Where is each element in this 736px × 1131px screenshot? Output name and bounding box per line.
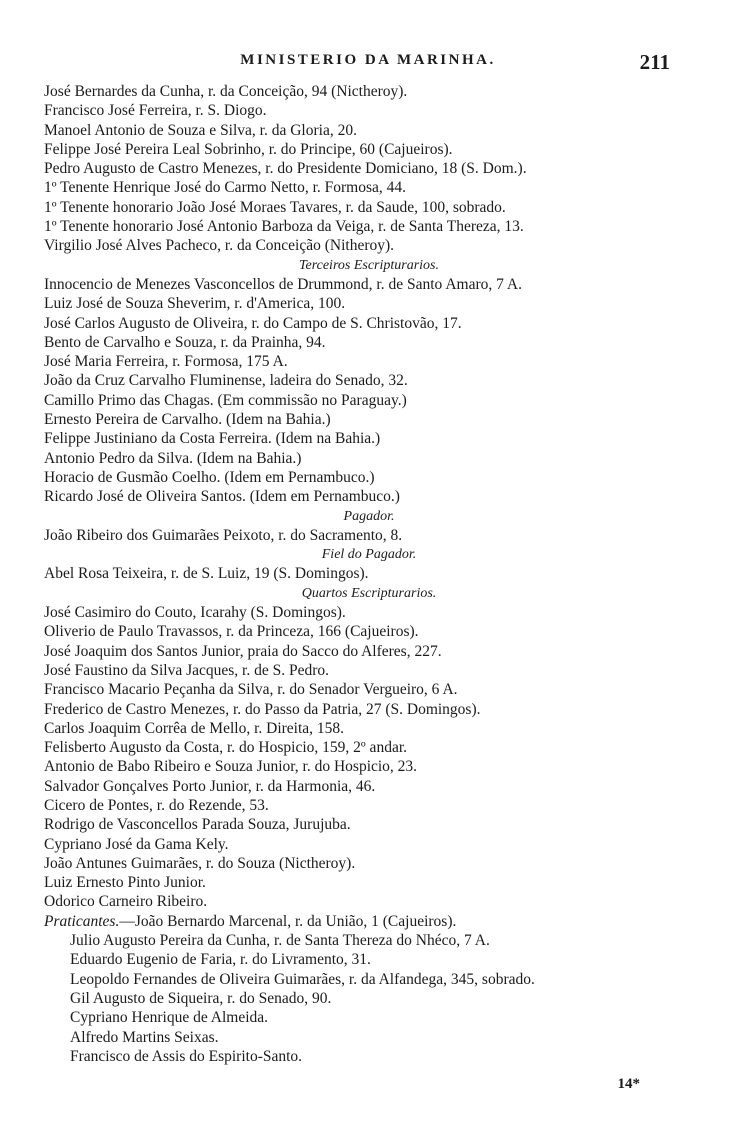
praticantes-first-entry: —João Bernardo Marcenal, r. da União, 1 (Cajueiros). [119,912,457,930]
entry-line: José Casimiro do Couto, Icarahy (S. Domingos). [44,604,346,622]
page-header [0,50,736,80]
entry-line: Francisco José Ferreira, r. S. Diogo. [44,102,267,120]
entry-line: Cicero de Pontes, r. do Rezende, 53. [44,796,269,814]
entry-line: João da Cruz Carvalho Fluminense, ladeira do Senado, 32. [44,372,408,390]
entry-line: Felisberto Augusto da Costa, r. do Hospicio, 159, 2º andar. [44,739,408,757]
entry-line: 1º Tenente Henrique José do Carmo Netto, r. Formosa, 44. [44,179,407,197]
section-heading-quartos: Quartos Escripturarios. [301,585,437,601]
praticantes-first-line [44,912,694,931]
entry-line: Odorico Carneiro Ribeiro. [44,893,208,911]
entry-line: Leopoldo Fernandes de Oliveira Guimarães, r. da Alfandega, 345, sobrado. [70,970,535,988]
entry-line: José Bernardes da Cunha, r. da Conceição, 94 (Nictheroy). [44,83,408,100]
entry-line: Virgilio José Alves Pacheco, r. da Conceição (Nitheroy). [44,237,395,255]
page-number: 211 [639,50,670,74]
entry-line: Felippe Justiniano da Costa Ferreira. (Idem na Bahia.) [44,430,381,448]
entry-line: Francisco de Assis do Espirito-Santo. [70,1047,303,1065]
entry-line: João Antunes Guimarães, r. do Souza (Nictheroy). [44,854,356,872]
entry-line: Salvador Gonçalves Porto Junior, r. da Harmonia, 46. [44,777,376,795]
entry-line: José Carlos Augusto de Oliveira, r. do Campo de S. Christovão, 17. [44,314,462,332]
entry-line: Camillo Primo das Chagas. (Em commissão no Paraguay.) [44,391,407,409]
entry-line: Felippe José Pereira Leal Sobrinho, r. do Principe, 60 (Cajueiros). [44,140,453,158]
entry-line: Frederico de Castro Menezes, r. do Passo da Patria, 27 (S. Domingos). [44,700,481,718]
entry-line: Cypriano José da Gama Kely. [44,835,229,853]
entry-line: José Joaquim dos Santos Junior, praia do Sacco do Alferes, 227. [44,642,442,660]
page-body [44,82,694,1066]
entry-line: Eduardo Eugenio de Faria, r. do Livramento, 31. [70,951,371,969]
entry-line: Innocencio de Menezes Vasconcellos de Drummond, r. de Santo Amaro, 7 A. [44,275,522,293]
entry-line: Luiz José de Souza Sheverim, r. d'America, 100. [44,295,346,313]
signature-mark: 14* [617,1076,640,1092]
entry-line: João Ribeiro dos Guimarães Peixoto, r. do Sacramento, 8. [44,526,403,544]
section-heading-pagador: Pagador. [343,508,395,524]
entry-line: Francisco Macario Peçanha da Silva, r. do Senador Vergueiro, 6 A. [44,681,458,699]
entry-line: Ricardo José de Oliveira Santos. (Idem em Pernambuco.) [44,488,400,506]
entry-line: Oliverio de Paulo Travassos, r. da Princeza, 166 (Cajueiros). [44,623,419,641]
entry-line: Ernesto Pereira de Carvalho. (Idem na Bahia.) [44,411,331,429]
entry-line: José Maria Ferreira, r. Formosa, 175 A. [44,353,288,371]
praticantes-label: Praticantes. [44,912,120,930]
entry-line: Alfredo Martins Seixas. [70,1028,219,1046]
entry-line: Carlos Joaquim Corrêa de Mello, r. Direita, 158. [44,719,345,737]
section-heading-terceiros: Terceiros Escripturarios. [298,257,439,273]
entry-line: Antonio Pedro da Silva. (Idem na Bahia.) [44,449,302,467]
entry-line: Pedro Augusto de Castro Menezes, r. do Presidente Domiciano, 18 (S. Dom.). [44,160,527,178]
entry-line: Luiz Ernesto Pinto Junior. [44,874,206,892]
entry-line: Manoel Antonio de Souza e Silva, r. da Gloria, 20. [44,121,357,139]
entry-line: José Faustino da Silva Jacques, r. de S. Pedro. [44,661,330,679]
entry-line: Bento de Carvalho e Souza, r. da Prainha, 94. [44,333,326,351]
entry-line: 1º Tenente honorario José Antonio Barboza da Veiga, r. de Santa Thereza, 13. [44,218,524,236]
entry-line: Cypriano Henrique de Almeida. [70,1009,269,1027]
entry-line: 1º Tenente honorario João José Moraes Tavares, r. da Saude, 100, sobrado. [44,198,506,216]
section-heading-fiel: Fiel do Pagador. [321,547,417,563]
entry-line: Gil Augusto de Siqueira, r. do Senado, 90. [70,989,332,1007]
entry-line: Julio Augusto Pereira da Cunha, r. de Santa Thereza do Nhéco, 7 A. [70,932,490,950]
running-title: MINISTERIO DA MARINHA. [240,52,496,68]
entry-line: Rodrigo de Vasconcellos Parada Souza, Jurujuba. [44,816,351,834]
entry-line: Abel Rosa Teixeira, r. de S. Luiz, 19 (S. Domingos). [44,565,369,583]
entry-line: Horacio de Gusmão Coelho. (Idem em Pernambuco.) [44,468,375,486]
entry-line: Antonio de Babo Ribeiro e Souza Junior, r. do Hospicio, 23. [44,758,418,776]
